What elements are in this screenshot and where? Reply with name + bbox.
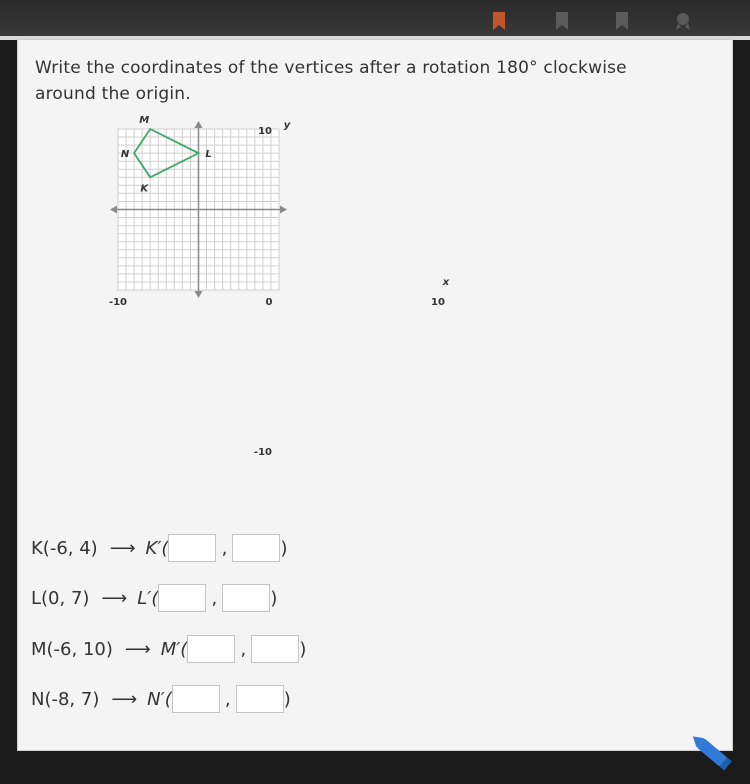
image-point-n: N′( [147,688,172,710]
source-point-m: M(-6, 10) [31,638,113,660]
tick-label-origin: 0 [265,297,273,308]
k-prime-y-input[interactable] [232,534,280,562]
tick-label-x-max: 10 [431,297,445,308]
pencil-icon[interactable] [690,730,740,780]
question-panel [18,40,732,750]
image-point-k: K′( [145,537,169,559]
y-axis-label: y [283,120,291,131]
answer-row-m [31,634,306,664]
k-prime-x-input[interactable] [168,534,216,562]
x-axis-label: x [442,277,450,288]
answer-row-l [31,583,277,613]
image-point-l: L′( [137,587,159,609]
arrow-icon: ⟶ [101,587,128,609]
vertex-label-k: K [140,183,149,195]
vertex-label-n: N [120,149,130,161]
bookmark-icon[interactable] [616,12,628,30]
arrow-icon: ⟶ [111,688,138,710]
close-paren: ) [283,688,291,710]
top-toolbar [0,0,750,40]
close-paren: ) [280,537,288,559]
l-prime-y-input[interactable] [222,584,270,612]
arrow-icon: ⟶ [109,537,136,559]
comma: , [211,587,218,609]
source-point-l: L(0, 7) [31,587,90,609]
ribbon-icon[interactable] [674,12,692,30]
tick-label-y-min: -10 [253,447,272,458]
vertex-label-l: L [205,149,212,161]
source-point-k: K(-6, 4) [31,537,98,559]
image-point-m: M′( [160,638,188,660]
comma: , [221,537,228,559]
m-prime-y-input[interactable] [251,635,299,663]
comma: , [240,638,247,660]
comma: , [224,688,231,710]
bookmark-icon[interactable] [493,12,505,30]
source-point-n: N(-8, 7) [31,688,100,710]
answer-row-k [31,533,287,563]
bookmark-icon[interactable] [556,12,568,30]
tick-label-y-max: 10 [258,126,272,137]
vertex-label-m: M [139,115,150,126]
y-axis-arrow-down [195,291,203,298]
m-prime-x-input[interactable] [187,635,235,663]
arrow-icon: ⟶ [124,638,151,660]
n-prime-x-input[interactable] [172,685,220,713]
close-paren: ) [299,638,307,660]
x-axis-arrow-left [110,206,117,214]
answer-row-n [31,684,291,714]
tick-label-x-min: -10 [108,297,128,308]
y-axis-arrow-up [195,121,203,128]
question-text: Write the coordinates of the vertices after a rotation 180° clockwise around the origin. [35,58,627,104]
x-axis-arrow-right [280,206,287,214]
close-paren: ) [270,587,278,609]
coordinate-grid [18,40,732,470]
l-prime-x-input[interactable] [158,584,206,612]
n-prime-y-input[interactable] [236,685,284,713]
